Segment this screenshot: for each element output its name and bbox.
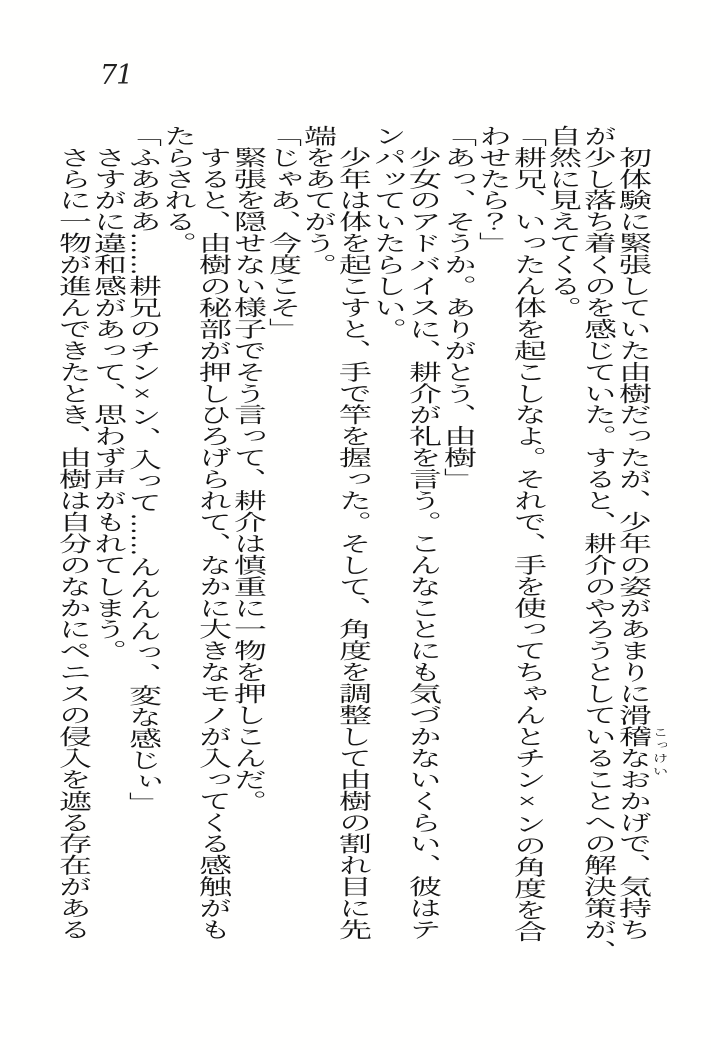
text-line: 少女のアドバイスに、耕介が礼を言う。こんなことにも気づかないくらい、彼はテ (404, 146, 440, 941)
text-line: 「ふあああ……耕兄のチン×ン、入って……んんんんっ、変な感じぃ」 (124, 125, 160, 814)
text-line: ンパッていたらしい。 (369, 125, 405, 340)
text-line: 少年は体を起こすと、手で竿を握った。そして、角度を調整して由樹の割れ目に先 (334, 146, 370, 941)
text-line: 「あっ、そうか。ありがとう、由樹」 (439, 125, 475, 490)
text-line: わせたら？」 (474, 125, 510, 254)
text-line: すると、由樹の秘部が押しひろげられて、なかに大きなモノが入ってくる感触がも (194, 146, 230, 941)
ruby-base (614, 704, 667, 779)
text-line: さすがに違和感があって、思わず声がもれてしまう。 (89, 146, 125, 662)
text-line: 自然に見えてくる。 (544, 125, 580, 319)
text-line: 端をあてがう。 (299, 125, 335, 276)
line-text: 初体験に緊張していた由樹だったが、少年の姿があまりに (614, 146, 650, 705)
text-block (53, 125, 667, 967)
line-text: なおかげで、気持ち (614, 747, 650, 941)
furigana-annotation: こっけい (650, 726, 667, 779)
text-line: 緊張を隠せない様子でそう言って、耕介は慎重に一物を押しこんだ。 (229, 146, 265, 812)
text-line: さらに一物が進んできたとき、由樹は自分のなかにペニスの侵入を遮る存在がある (54, 146, 90, 941)
page-number: 71 (100, 60, 133, 91)
text-line (614, 125, 667, 967)
text-line: が少し落ち着くのを感じていた。すると、耕介のやろうとしていることへの解決策が、 (579, 125, 615, 962)
text-line: 「耕兄、いったん体を起こしなよ。それで、手を使ってちゃんとチン×ンの角度を合 (509, 125, 545, 943)
text-line: たらされる。 (159, 125, 195, 254)
text-line: 「じゃあ、今度こそ」 (264, 125, 300, 340)
ruby-base-text: 滑稽 (614, 704, 650, 748)
